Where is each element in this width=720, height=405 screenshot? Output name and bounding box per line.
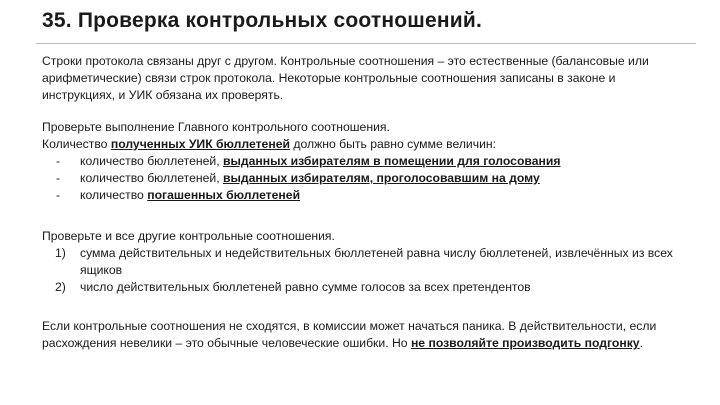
list-item-text: количество бюллетеней, [80, 171, 223, 185]
closing-end: . [639, 336, 643, 350]
list-dash: - [56, 154, 61, 168]
list-dash: - [56, 188, 61, 202]
page-title: 35. Проверка контрольных соотношений. [42, 9, 483, 32]
closing-text [42, 318, 677, 352]
list-item-text: количество бюллетеней, [80, 154, 223, 168]
list-item-emph: погашенных бюллетеней [147, 188, 301, 202]
intro-text: Строки протокола связаны друг с другом. Контрольные соотношения – это естественные (балансовые или арифметические) связи строк протокола. Некоторые контрольные соотношения записаны в законе и инструкциях, и УИК обязана их проверять. [42, 54, 649, 102]
other-checks-section [42, 228, 682, 296]
lead-text-a: Количество [42, 137, 111, 151]
main-check-lead [42, 136, 682, 153]
list-item [42, 170, 682, 187]
list-item-emph: выданных избирателям в помещении для голосования [222, 154, 561, 168]
numbered-item [42, 245, 682, 279]
title-divider [36, 43, 696, 44]
numbered-item-text: число действительных бюллетеней равно сумме голосов за всех претендентов [80, 280, 531, 294]
list-item [42, 153, 682, 170]
list-dash: - [56, 171, 61, 185]
list-item [42, 187, 682, 204]
closing-paragraph [42, 318, 677, 352]
list-item-text: количество [80, 188, 148, 202]
main-check-section [42, 119, 682, 204]
main-check-heading: Проверьте выполнение Главного контрольного соотношения. [42, 120, 390, 134]
numbered-item [42, 279, 682, 296]
list-item-emph: выданных избирателям, проголосовавшим на дому [222, 171, 540, 185]
lead-text-c: должно быть равно сумме величин: [289, 137, 497, 151]
closing-emph: не позволяйте производить подгонку [410, 336, 640, 350]
intro-paragraph [42, 53, 672, 104]
numbered-item-text: сумма действительных и недействительных бюллетеней равна числу бюллетеней, извлечённых из всех ящиков [80, 246, 673, 277]
lead-text-emph: полученных УИК бюллетеней [110, 137, 290, 151]
closing-body: Если контрольные соотношения не сходятся, в комиссии может начаться паника. В действительности, если расхождения невелики – это обычные человеческие ошибки. Но [42, 319, 657, 350]
item-number: 1) [55, 246, 66, 260]
item-number: 2) [55, 280, 66, 294]
other-checks-heading: Проверьте и все другие контрольные соотношения. [42, 229, 335, 243]
